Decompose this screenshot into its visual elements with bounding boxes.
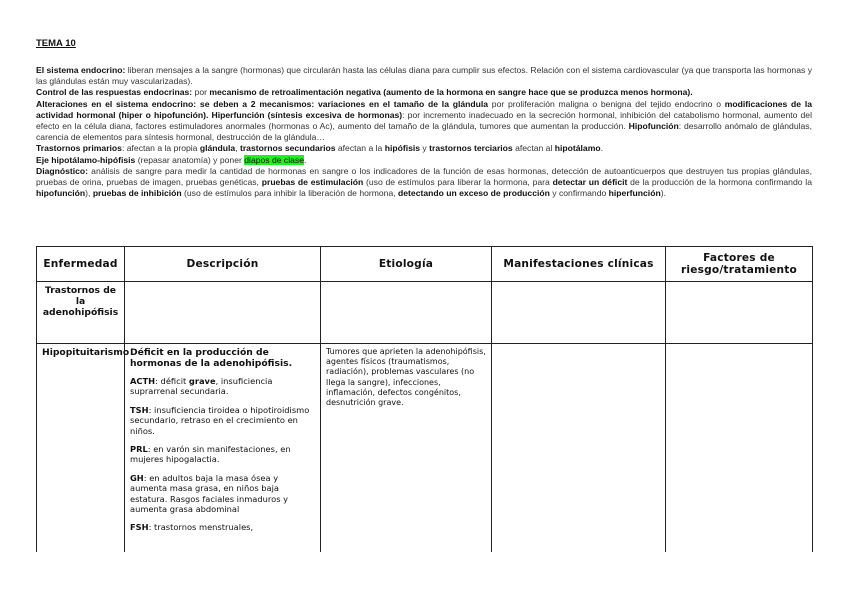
- term-alterations: Alteraciones en el sistema endocrino: se deben a 2 mecanismos: variaciones en el tamaño de la glándula: [36, 98, 489, 109]
- cell-descripcion: [125, 344, 321, 553]
- table-header-row: [37, 247, 813, 282]
- text: ).: [660, 188, 666, 199]
- header-manifestaciones: Manifestaciones clínicas: [492, 247, 666, 282]
- hormone-label: GH: [130, 472, 144, 483]
- text: afectan a la: [335, 143, 385, 154]
- text: : déficit: [155, 376, 189, 386]
- term-pituitary: hipófisis: [384, 143, 421, 154]
- text: : insuficiencia tiroidea o hipotiroidismo secundario, retraso en el crecimiento en niños.: [130, 404, 310, 436]
- description-heading: Déficit en la producción de hormonas de la adenohipófisis.: [130, 347, 293, 369]
- text: : en varón sin manifestaciones, en mujeres hipogalactia.: [130, 444, 291, 465]
- cell-enfermedad: Hipopituitarismo: [37, 344, 125, 553]
- header-etiologia: Etiología: [321, 247, 492, 282]
- entry-gh: [130, 473, 315, 515]
- term-control: Control de las respuestas endocrinas:: [36, 87, 193, 98]
- cell-etiologia: [321, 282, 492, 344]
- text: (uso de estímulos para inhibir la liberación de hormona,: [181, 188, 399, 199]
- term-hyperfunction: hiperfunción: [608, 188, 661, 199]
- text: : por incremento inadecuado en la secreción hormonal, inhibición del catabolismo hormonal, aumento del efecto en la célula diana, factores estimuladores anormales (hormonas o Ac), aumento del tamaño de la glándula, tumores que aumentan la producción.: [36, 109, 812, 132]
- term-inhibition-tests: pruebas de inhibición: [92, 188, 182, 199]
- term-endocrine-system: El sistema endocrino:: [36, 65, 126, 75]
- table-row: [37, 282, 813, 344]
- cell-descripcion: [125, 282, 321, 344]
- entry-acth: [130, 376, 315, 397]
- disease-table: [36, 246, 813, 552]
- term-hypofunction: Hipofunción: [628, 121, 679, 132]
- hormone-label: ACTH: [130, 376, 156, 386]
- cell-etiologia: Tumores que aprieten la adenohipófisis, agentes físicos (traumatismos, radiación), problemas vasculares (no llega la sangre), infecciones, inflamación, defectos congénitos, desnutrición grave.: [321, 344, 492, 553]
- entry-fsh: [130, 522, 315, 532]
- term-gland: glándula: [199, 143, 236, 154]
- text: liberan mensajes a la sangre (hormonas) que circularán hasta las células diana para cumplir sus efectos. Relación con el sistema cardiovascular (ya que transporta las hormonas y las glándulas están muy vascularizadas).: [36, 65, 812, 87]
- table-row: [37, 344, 813, 553]
- cell-enfermedad: Trastornos de la adenohipófisis: [37, 282, 125, 344]
- term-axis: Eje hipotálamo-hipófisis: [36, 154, 136, 165]
- term-feedback: mecanismo de retroalimentación negativa (aumento de la hormona en sangre hace que se produzca menos hormona).: [209, 87, 693, 98]
- text: ,: [235, 143, 240, 154]
- text: : en adultos baja la masa ósea y aumenta masa grasa, en niños baja estatura. Rasgos faciales inmaduros y aumenta grasa abdominal: [130, 472, 289, 515]
- text: afectan al: [512, 143, 555, 154]
- emphasis: grave: [188, 376, 216, 386]
- text: : trastornos menstruales,: [148, 522, 254, 533]
- term-hypofunction: hipofunción: [36, 188, 86, 199]
- term-primary: Trastornos primarios: [36, 143, 122, 154]
- text: ),: [85, 188, 93, 199]
- text: .: [303, 154, 307, 165]
- text: análisis de sangre para medir la cantidad de hormonas en sangre o los indicadores de la función de esas hormonas, detección de autoanticuerpos que destruyen tus propias glándulas, pruebas de orina, pruebas de imagen, pruebas genéticas,: [36, 165, 812, 188]
- hormone-label: TSH: [130, 404, 149, 415]
- text: de la producción de la hormona confirmando la: [627, 177, 812, 188]
- text: (repasar anatomía) y poner: [135, 154, 245, 165]
- term-hypothalamus: hipotálamo: [554, 143, 601, 154]
- text: por proliferación maligna o benigna del tejido endocrino o: [488, 98, 725, 109]
- term-detect-deficit: detectar un déficit: [552, 177, 628, 188]
- term-hyperfunction: modificaciones de la actividad hormonal (hiper o hipofunción). Hiperfunción (síntesis excesiva de hormonas): [36, 98, 812, 120]
- term-detect-excess: detectando un exceso de producción: [398, 188, 550, 199]
- cell-factores: [666, 282, 813, 344]
- entry-tsh: [130, 405, 315, 436]
- header-enfermedad: Enfermedad: [37, 247, 125, 282]
- document-title: TEMA 10: [36, 38, 76, 49]
- highlighted-note: diapos de clase: [244, 154, 304, 165]
- cell-manifestaciones: [492, 282, 666, 344]
- entry-prl: [130, 444, 315, 465]
- cell-factores: [666, 344, 813, 553]
- text: : desarrollo anómalo de glándulas, carencia de elementos para síntesis hormonal, destrucción de la glándula…: [36, 121, 812, 143]
- term-tertiary: trastornos terciarios: [429, 143, 513, 154]
- term-diagnosis: Diagnóstico:: [36, 165, 89, 176]
- header-descripcion: Descripción: [125, 247, 321, 282]
- text: y: [420, 143, 430, 154]
- header-factores: Factores de riesgo/tratamiento: [666, 247, 813, 282]
- term-stimulation-tests: pruebas de estimulación: [261, 177, 364, 188]
- text: , insuficiencia suprarrenal secundaria.: [130, 376, 273, 397]
- hormone-label: FSH: [130, 522, 149, 533]
- text: : afectan a la propia: [121, 143, 200, 154]
- text: .: [600, 143, 603, 154]
- term-secondary: trastornos secundarios: [239, 143, 336, 154]
- text: y confirmando: [549, 188, 609, 199]
- hormone-label: PRL: [130, 444, 148, 455]
- cell-manifestaciones: [492, 344, 666, 553]
- text: (uso de estímulos para liberar la hormona, para: [363, 177, 553, 188]
- text: por: [192, 87, 210, 98]
